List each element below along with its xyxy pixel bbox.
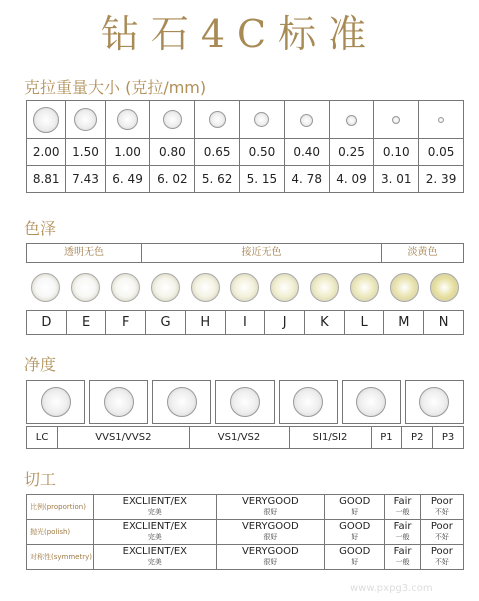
cut-grade-en: EXCLIENT/EX — [122, 546, 188, 557]
carat-mm-value: 8.81 — [27, 166, 66, 193]
clarity-gem-cell — [152, 380, 211, 424]
diamond-icon — [191, 273, 220, 302]
color-group-faint-yellow: 淡黄色 — [407, 247, 438, 258]
carat-gem-cell — [27, 101, 66, 139]
cut-grade-cell — [325, 520, 385, 545]
carat-mm-value: 7.43 — [66, 166, 105, 193]
diamond-icon — [356, 387, 386, 417]
cut-grade-en: Fair — [393, 546, 412, 557]
carat-mm-value: 4. 09 — [329, 166, 374, 193]
diamond-icon — [300, 114, 313, 127]
diamond-icon — [254, 112, 269, 127]
cut-row-label: 对称性(symmetry) — [27, 545, 94, 570]
color-heading: 色泽 — [24, 219, 57, 238]
cut-grade-en: GOOD — [339, 496, 371, 507]
cut-grade-cn: 完美 — [147, 558, 162, 566]
carat-value: 0.80 — [150, 139, 195, 166]
diamond-icon — [350, 273, 379, 302]
cut-grade-cn: 一般 — [395, 508, 410, 516]
cut-grade-cell — [94, 545, 217, 570]
carat-mm-value: 3. 01 — [374, 166, 419, 193]
diamond-icon — [71, 273, 100, 302]
color-gem-cell — [384, 266, 424, 308]
cut-row-label: 比例(proportion) — [27, 495, 94, 520]
carat-mm-value: 4. 78 — [284, 166, 329, 193]
carat-value: 0.65 — [195, 139, 240, 166]
clarity-heading: 净度 — [24, 355, 57, 374]
diamond-icon — [41, 387, 71, 417]
cut-grade-en: Poor — [430, 546, 453, 557]
cut-grade-cell — [216, 520, 324, 545]
cut-grade-cn: 完美 — [147, 508, 162, 516]
carat-value: 0.05 — [419, 139, 464, 166]
clarity-gem-cell — [279, 380, 338, 424]
color-group-colorless: 透明无色 — [27, 244, 142, 262]
color-grade-table — [26, 310, 464, 335]
cut-grade-cell — [325, 495, 385, 520]
color-grade: I — [225, 311, 265, 335]
diamond-icon — [310, 273, 339, 302]
carat-gem-cell — [105, 101, 150, 139]
color-grade: K — [305, 311, 345, 335]
clarity-gem-cell — [342, 380, 401, 424]
diamond-icon — [111, 273, 140, 302]
carat-value: 1.00 — [105, 139, 150, 166]
cut-grade-en: Fair — [393, 521, 412, 532]
cut-row — [27, 495, 464, 520]
carat-gem-cell — [195, 101, 240, 139]
carat-gem-cell — [329, 101, 374, 139]
diamond-icon — [430, 273, 459, 302]
cut-grade-cn: 一般 — [395, 533, 410, 541]
cut-grade-en: GOOD — [339, 521, 371, 532]
diamond-icon — [390, 273, 419, 302]
color-gem-cell — [305, 266, 345, 308]
color-grade: H — [185, 311, 225, 335]
diamond-icon — [209, 111, 226, 128]
carat-mm-value: 5. 62 — [195, 166, 240, 193]
diamond-icon — [33, 107, 59, 133]
carat-value: 2.00 — [27, 139, 66, 166]
cut-grade-cn: 好 — [351, 558, 359, 566]
cut-row — [27, 520, 464, 545]
diamond-icon — [167, 387, 197, 417]
carat-value: 0.25 — [329, 139, 374, 166]
cut-grade-en: EXCLIENT/EX — [122, 496, 188, 507]
cut-grade-en: VERYGOOD — [241, 521, 299, 532]
carat-mm-value: 6. 49 — [105, 166, 150, 193]
cut-grade-en: VERYGOOD — [241, 496, 299, 507]
carat-table — [26, 100, 464, 193]
color-grade: N — [424, 311, 464, 335]
diamond-icon — [117, 109, 138, 130]
color-grade: F — [106, 311, 146, 335]
clarity-grade: P3 — [433, 427, 464, 449]
cut-row — [27, 545, 464, 570]
cut-grade-en: EXCLIENT/EX — [122, 521, 188, 532]
color-gem-cell — [145, 266, 185, 308]
carat-value: 1.50 — [66, 139, 105, 166]
cut-table — [26, 494, 464, 570]
cut-grade-cell — [420, 495, 463, 520]
page-title: 钻石4C标准 — [100, 12, 379, 56]
cut-grade-cn: 很好 — [263, 508, 278, 516]
cut-heading: 切工 — [24, 470, 57, 489]
carat-value: 0.40 — [284, 139, 329, 166]
diamond-icon — [31, 273, 60, 302]
cut-row-label: 抛光(polish) — [27, 520, 94, 545]
color-grade: J — [265, 311, 305, 335]
cut-grade-en: Poor — [430, 496, 453, 507]
cut-grade-cn: 完美 — [147, 533, 162, 541]
carat-gem-cell — [150, 101, 195, 139]
carat-gem-cell — [374, 101, 419, 139]
clarity-grade: P2 — [402, 427, 433, 449]
cut-grade-cell — [94, 495, 217, 520]
diamond-icon — [163, 110, 182, 129]
cut-grade-cn: 好 — [351, 508, 359, 516]
cut-grade-cn: 很好 — [263, 558, 278, 566]
cut-grade-cell — [420, 545, 463, 570]
diamond-icon — [346, 115, 357, 126]
color-gem-cell — [265, 266, 305, 308]
color-group-header — [26, 243, 464, 263]
cut-grade-en: GOOD — [339, 546, 371, 557]
color-gem-cell — [26, 266, 66, 308]
clarity-grade: LC — [27, 427, 58, 449]
carat-mm-value: 6. 02 — [150, 166, 195, 193]
color-grade: L — [344, 311, 384, 335]
diamond-icon — [104, 387, 134, 417]
clarity-gem-cell — [26, 380, 85, 424]
color-grade: M — [384, 311, 424, 335]
diamond-icon — [419, 387, 449, 417]
clarity-grade: VS1/VS2 — [189, 427, 289, 449]
carat-heading: 克拉重量大小 (克拉/mm) — [24, 78, 207, 97]
cut-grade-cell — [420, 520, 463, 545]
cut-grade-en: Poor — [430, 521, 453, 532]
color-gem-cell — [185, 266, 225, 308]
carat-mm-value: 2. 39 — [419, 166, 464, 193]
cut-grade-cell — [94, 520, 217, 545]
diamond-icon — [270, 273, 299, 302]
carat-gem-cell — [284, 101, 329, 139]
color-gem-row — [26, 266, 464, 308]
clarity-grade-table — [26, 426, 464, 449]
cut-grade-cell — [385, 495, 420, 520]
color-grade: G — [146, 311, 186, 335]
diamond-icon — [74, 108, 97, 131]
clarity-gem-cell — [89, 380, 148, 424]
carat-value: 0.10 — [374, 139, 419, 166]
cut-grade-cn: 不好 — [434, 508, 449, 516]
diamond-icon — [230, 387, 260, 417]
cut-grade-cn: 不好 — [434, 533, 449, 541]
carat-mm-value: 5. 15 — [240, 166, 285, 193]
cut-grade-cn: 一般 — [395, 558, 410, 566]
color-gem-cell — [225, 266, 265, 308]
color-gem-cell — [424, 266, 464, 308]
diamond-icon — [151, 273, 180, 302]
carat-gem-cell — [66, 101, 105, 139]
cut-grade-cell — [325, 545, 385, 570]
clarity-grade: P1 — [371, 427, 402, 449]
clarity-gem-cell — [405, 380, 464, 424]
clarity-gem-cell — [215, 380, 274, 424]
diamond-icon — [438, 117, 444, 123]
color-gem-cell — [106, 266, 146, 308]
cut-grade-cn: 好 — [351, 533, 359, 541]
cut-grade-cn: 很好 — [263, 533, 278, 541]
cut-grade-cell — [216, 545, 324, 570]
diamond-icon — [230, 273, 259, 302]
color-gem-cell — [66, 266, 106, 308]
color-grade: E — [66, 311, 106, 335]
watermark: www.pxpg3.com — [350, 583, 433, 594]
clarity-grade: SI1/SI2 — [289, 427, 371, 449]
cut-grade-en: VERYGOOD — [241, 546, 299, 557]
clarity-gem-row — [26, 380, 464, 424]
cut-grade-cell — [216, 495, 324, 520]
carat-gem-cell — [419, 101, 464, 139]
cut-grade-cell — [385, 545, 420, 570]
carat-value: 0.50 — [240, 139, 285, 166]
cut-grade-en: Fair — [393, 496, 412, 507]
diamond-icon — [392, 116, 400, 124]
color-group-near-colorless: 接近无色 — [142, 244, 382, 262]
clarity-grade: VVS1/VVS2 — [58, 427, 189, 449]
color-grade: D — [27, 311, 67, 335]
cut-grade-cn: 不好 — [434, 558, 449, 566]
carat-gem-cell — [240, 101, 285, 139]
cut-grade-cell — [385, 520, 420, 545]
color-gem-cell — [345, 266, 385, 308]
diamond-icon — [293, 387, 323, 417]
